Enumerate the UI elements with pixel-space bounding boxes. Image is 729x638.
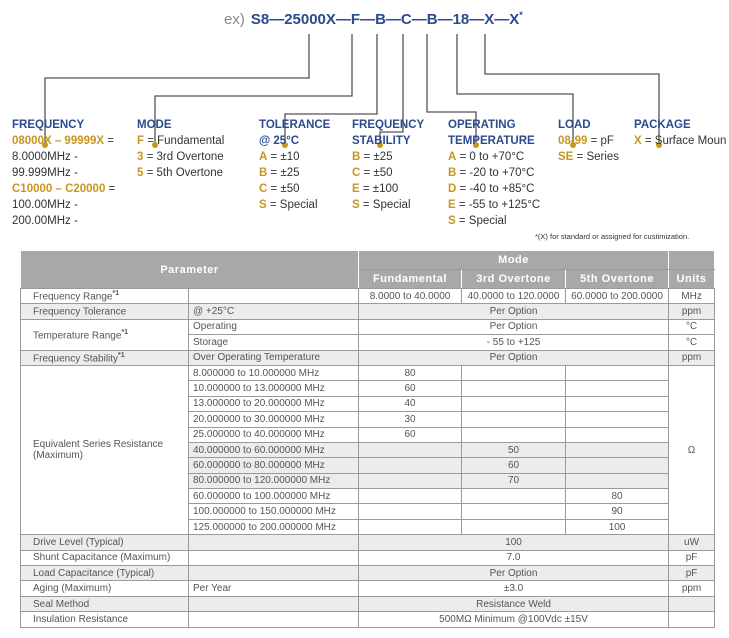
cell — [566, 427, 669, 442]
cell — [359, 519, 462, 534]
legend-stability-option: C = ±50 — [352, 167, 393, 179]
cell: 50 — [462, 442, 566, 457]
cell: Per Option — [359, 304, 669, 319]
legend-frequency-option: 100.00MHz - — [12, 199, 78, 211]
cell: 25.000000 to 40.000000 MHz — [189, 427, 359, 442]
cell — [462, 365, 566, 380]
legend-stability-option: S = Special — [352, 199, 411, 211]
cell — [359, 504, 462, 519]
cell: 500MΩ Minimum @100Vdc ±15V — [359, 612, 669, 627]
cell: 125.000000 to 200.000000 MHz — [189, 519, 359, 534]
parameter-label: Insulation Resistance — [21, 612, 189, 627]
table-row — [21, 350, 715, 365]
legend-frequency-option: 99.999MHz - — [12, 167, 78, 179]
cell — [189, 612, 359, 627]
cell: °C — [669, 319, 715, 334]
customization-note: *(X) for standard or assigned for custimization. — [535, 232, 690, 241]
parameter-label: Shunt Capacitance (Maximum) — [21, 550, 189, 565]
legend-load-title: LOAD — [558, 119, 591, 131]
cell: 40.0000 to 120.0000 — [462, 289, 566, 304]
table-row — [21, 535, 715, 550]
cell: 40 — [359, 396, 462, 411]
table-row — [21, 550, 715, 565]
legend-frequency-title: FREQUENCY — [12, 119, 85, 131]
header-parameter: Parameter — [21, 251, 359, 289]
esr-label: Equivalent Series Resistance (Maximum) — [21, 365, 189, 534]
cell: 30 — [359, 412, 462, 427]
parameter-label: Temperature Range$^{*1}$ — [21, 319, 189, 350]
legend-package — [634, 117, 726, 149]
cell — [462, 381, 566, 396]
header-blank — [669, 251, 715, 270]
cell — [189, 596, 359, 611]
cell: 80 — [359, 365, 462, 380]
legend-tolerance-title2: @ 25°C — [259, 135, 300, 147]
cell — [566, 381, 669, 396]
cell: 60.000000 to 80.000000 MHz — [189, 458, 359, 473]
cell — [189, 550, 359, 565]
cell — [462, 489, 566, 504]
cell — [359, 473, 462, 488]
legend-tolerance — [259, 117, 330, 213]
cell: 10.000000 to 13.000000 MHz — [189, 381, 359, 396]
cell: 100 — [566, 519, 669, 534]
legend-tolerance-option: C = ±50 — [259, 183, 300, 195]
cell: 60 — [462, 458, 566, 473]
legend-frequency-option: 200.00MHz - — [12, 215, 78, 227]
legend-stability-option: E = ±100 — [352, 183, 399, 195]
legend-package-title: PACKAGE — [634, 119, 691, 131]
legend-tolerance-option: A = ±10 — [259, 151, 300, 163]
cell: 8.000000 to 10.000000 MHz — [189, 365, 359, 380]
legend-temperature-option: B = -20 to +70°C — [448, 167, 535, 179]
legend-mode-title: MODE — [137, 119, 172, 131]
cell — [462, 396, 566, 411]
cell — [462, 427, 566, 442]
table-row — [21, 289, 715, 304]
cell: 80.000000 to 120.000000 MHz — [189, 473, 359, 488]
cell: ppm — [669, 350, 715, 365]
cell: Storage — [189, 335, 359, 350]
parameter-label: Seal Method — [21, 596, 189, 611]
cell: 20.000000 to 30.000000 MHz — [189, 412, 359, 427]
header-units: Units — [669, 270, 715, 289]
cell — [669, 612, 715, 627]
esr-row — [21, 365, 715, 380]
legend-frequency — [12, 117, 115, 229]
table-row — [21, 566, 715, 581]
cell: ±3.0 — [359, 581, 669, 596]
table-row — [21, 581, 715, 596]
part-number-mark: * — [519, 10, 523, 20]
legend-frequency-option: C10000 – C20000 = — [12, 183, 116, 195]
cell: - 55 to +125 — [359, 335, 669, 350]
cell: 13.000000 to 20.000000 MHz — [189, 396, 359, 411]
legend-frequency-option: 8.0000MHz - — [12, 151, 78, 163]
cell — [669, 596, 715, 611]
legend-mode — [137, 117, 224, 181]
legend-frequency-option: 08000X – 99999X = — [12, 135, 115, 147]
cell: uW — [669, 535, 715, 550]
legend-tolerance-option: S = Special — [259, 199, 318, 211]
cell — [359, 489, 462, 504]
cell: Per Option — [359, 319, 669, 334]
legend-stability-option: B = ±25 — [352, 151, 393, 163]
cell: 70 — [462, 473, 566, 488]
cell: 80 — [566, 489, 669, 504]
spec-table — [20, 250, 715, 628]
legend-mode-option: 3 = 3rd Overtone — [137, 151, 224, 163]
legend-temperature-option: D = -40 to +85°C — [448, 183, 535, 195]
header-mode: Mode — [359, 251, 669, 270]
legend-package-option: X = Surface Moun — [634, 135, 727, 147]
cell — [462, 504, 566, 519]
parameter-label: Frequency Tolerance — [21, 304, 189, 319]
cell: 8.0000 to 40.0000 — [359, 289, 462, 304]
legend-load — [558, 117, 619, 165]
cell: ppm — [669, 304, 715, 319]
cell: Operating — [189, 319, 359, 334]
parameter-label: Aging (Maximum) — [21, 581, 189, 596]
parameter-label: Frequency Stability$^{*1}$ — [21, 350, 189, 365]
parameter-label: Frequency Range$^{*1}$ — [21, 289, 189, 304]
cell: 60 — [359, 427, 462, 442]
cell — [566, 396, 669, 411]
cell: 40.000000 to 60.000000 MHz — [189, 442, 359, 457]
cell — [566, 365, 669, 380]
cell: 60 — [359, 381, 462, 396]
cell — [462, 412, 566, 427]
cell: Per Year — [189, 581, 359, 596]
header-third: 3rd Overtone — [462, 270, 566, 289]
cell: 7.0 — [359, 550, 669, 565]
legend-temperature-option: E = -55 to +125°C — [448, 199, 541, 211]
cell — [189, 535, 359, 550]
legend-tolerance-option: B = ±25 — [259, 167, 300, 179]
parameter-label: Drive Level (Typical) — [21, 535, 189, 550]
table-row — [21, 304, 715, 319]
example-prefix: ex) — [224, 11, 245, 28]
legend-stability-title: FREQUENCY — [352, 119, 425, 131]
cell: 100 — [359, 535, 669, 550]
legend-mode-option: 5 = 5th Overtone — [137, 167, 223, 179]
header-fifth: 5th Overtone — [566, 270, 669, 289]
parameter-label: Load Capacitance (Typical) — [21, 566, 189, 581]
legend-temperature-option: S = Special — [448, 215, 507, 227]
cell: Per Option — [359, 566, 669, 581]
cell — [566, 412, 669, 427]
cell — [462, 519, 566, 534]
cell: pF — [669, 550, 715, 565]
cell: 60.000000 to 100.000000 MHz — [189, 489, 359, 504]
part-number: S8—25000X—F—B—C—B—18—X—X — [250, 11, 520, 28]
legend-mode-option: F = Fundamental — [137, 135, 225, 147]
cell: 100.000000 to 150.000000 MHz — [189, 504, 359, 519]
table-row — [21, 319, 715, 334]
cell: @ +25°C — [189, 304, 359, 319]
legend-temperature-title: OPERATING — [448, 119, 516, 131]
cell: Over Operating Temperature — [189, 350, 359, 365]
cell: Resistance Weld — [359, 596, 669, 611]
header-fundamental: Fundamental — [359, 270, 462, 289]
cell — [189, 289, 359, 304]
legend-temperature-option: A = 0 to +70°C — [448, 151, 525, 163]
legend-load-option: 08-99 = pF — [558, 135, 614, 147]
table-row — [21, 596, 715, 611]
cell: 90 — [566, 504, 669, 519]
legend-temperature-title2: TEMPERATURE — [448, 135, 535, 147]
legend-load-option: SE = Series — [558, 151, 620, 163]
cell — [189, 566, 359, 581]
table-row — [21, 612, 715, 627]
cell: Per Option — [359, 350, 669, 365]
legend-temperature — [448, 117, 540, 229]
cell: 60.0000 to 200.0000 — [566, 289, 669, 304]
legend-tolerance-title: TOLERANCE — [259, 119, 331, 131]
cell — [566, 473, 669, 488]
cell: pF — [669, 566, 715, 581]
cell: MHz — [669, 289, 715, 304]
legend-stability — [352, 117, 424, 213]
cell: ppm — [669, 581, 715, 596]
cell — [566, 442, 669, 457]
cell: °C — [669, 335, 715, 350]
cell — [566, 458, 669, 473]
legend-stability-title2: STABILITY — [352, 135, 411, 147]
cell — [359, 442, 462, 457]
cell — [359, 458, 462, 473]
esr-units: Ω — [669, 365, 715, 534]
